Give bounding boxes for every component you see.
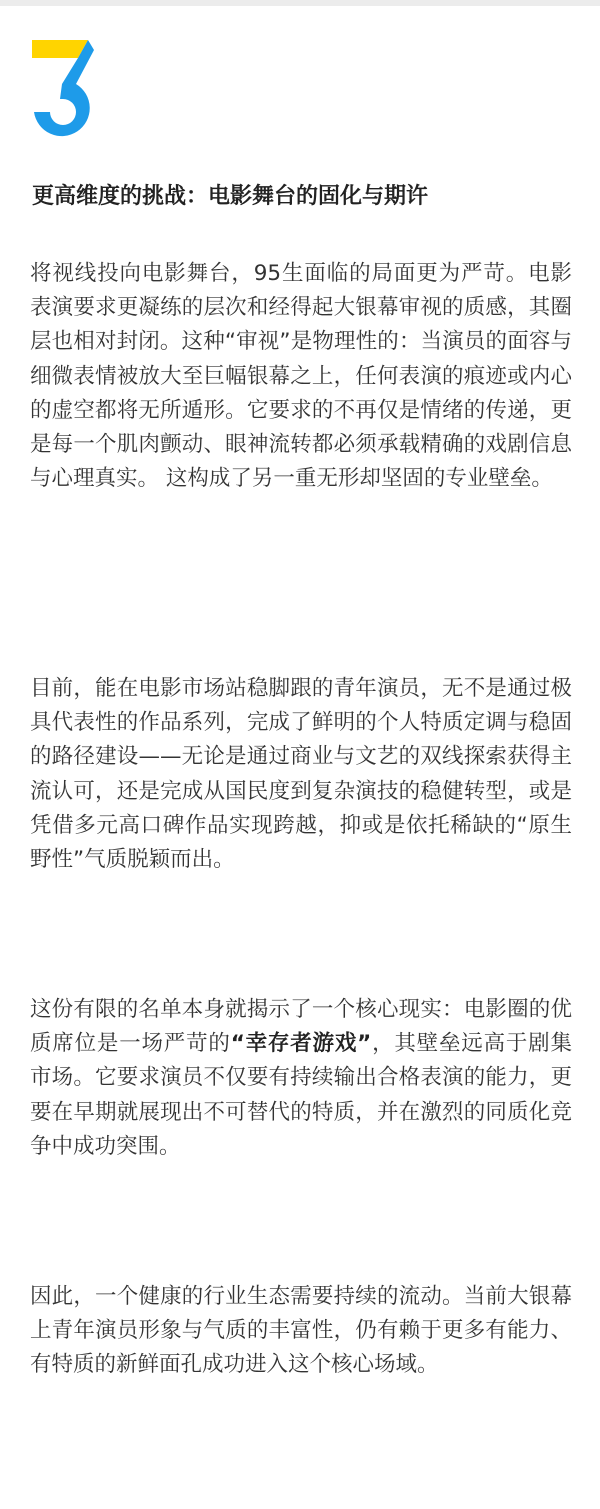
- section-heading: 更高维度的挑战：电影舞台的固化与期许: [32, 184, 429, 209]
- section-number-three-logo: [30, 36, 100, 140]
- paragraph-3-tail: ，其壁垒远高于剧集市场。它要求演员不仅要有持续输出合格表演的能力，更要在早期就展现出不可替代的特质，并在激烈的同质化竞争中成功突围。: [30, 1031, 572, 1159]
- paragraph-3-emphasis: “幸存者游戏”: [230, 1031, 372, 1057]
- paragraph-2: 目前，能在电影市场站稳脚跟的青年演员，无不是通过极具代表性的作品系列，完成了鲜明的个人特质定调与稳固的路径建设——无论是通过商业与文艺的双线探索获得主流认可，还是完成从国民度到复杂演技的稳健转型，或是凭借多元高口碑作品实现跨越，抑或是依托稀缺的“原生野性”气质脱颖而出。: [30, 676, 572, 873]
- paragraph-4: 因此，一个健康的行业生态需要持续的流动。当前大银幕上青年演员形象与气质的丰富性，仍有赖于更多有能力、有特质的新鲜面孔成功进入这个核心场域。: [30, 1284, 572, 1378]
- paragraph-3-lead: 这份有限的名单本身就揭示了一个核心现实：电影圈的优质席位是一场严苛的: [30, 997, 572, 1057]
- paragraph-1: 将视线投向电影舞台，95生面临的局面更为严苛。电影表演要求更凝练的层次和经得起大银幕审视的质感，其圈层也相对封闭。这种“审视”是物理性的：当演员的面容与细微表情被放大至巨幅银幕之上，任何表演的痕迹或内心的虚空都将无所遁形。它要求的不再仅是情绪的传递，更是每一个肌肉颤动、眼神流转都必须承载精确的戏剧信息与心理真实。 这构成了另一重无形却坚固的专业壁垒。: [30, 261, 572, 492]
- paragraph-3: [30, 993, 572, 1164]
- top-divider: [0, 0, 600, 6]
